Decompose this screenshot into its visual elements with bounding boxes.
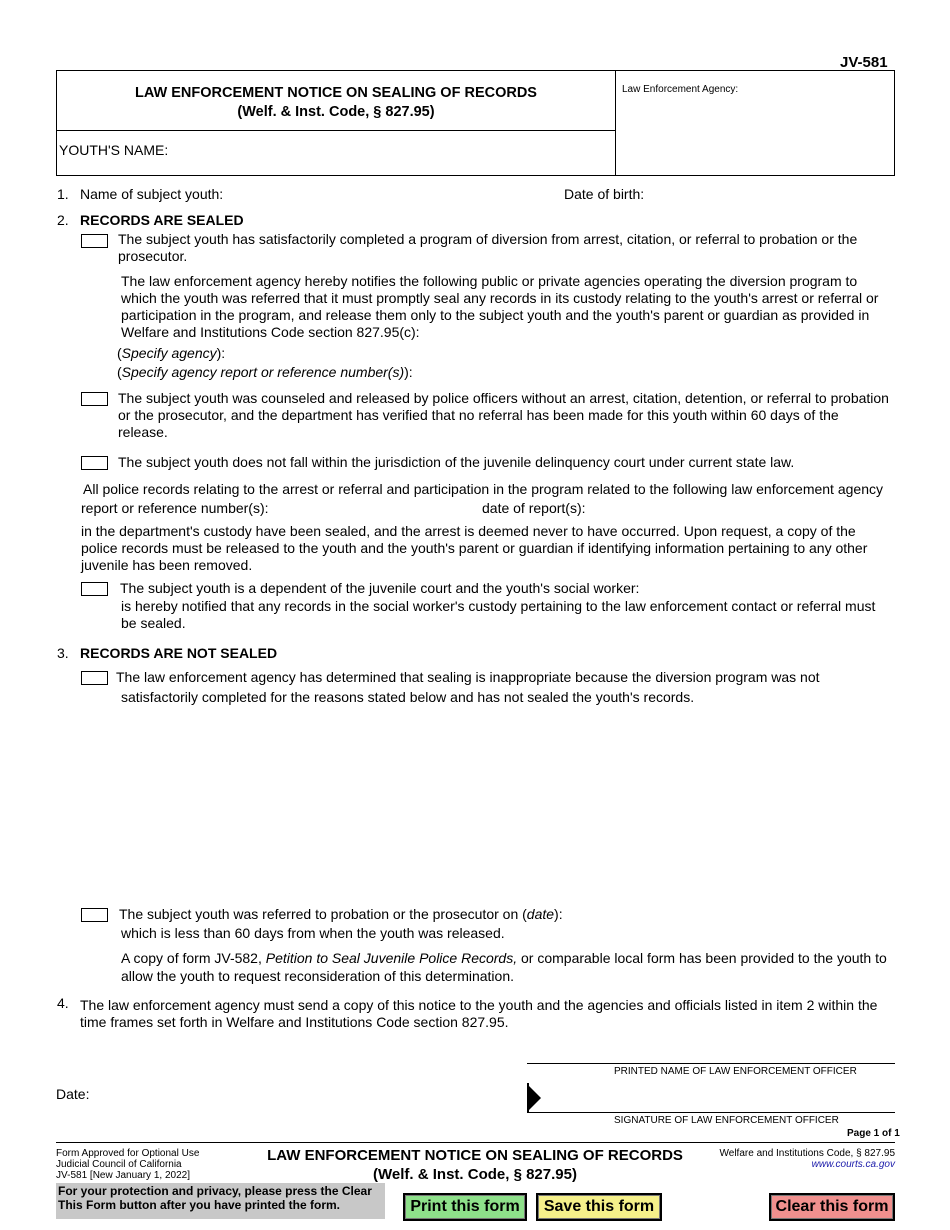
jv582-copy-text: A copy of form JV-582, Petition to Seal Juvenile Police Records, or comparable local form has been provided to the youth to — [121, 950, 887, 966]
signature-line — [527, 1112, 895, 1113]
form-approval-info: Form Approved for Optional Use Judicial Council of California JV-581 [New January 1, 2022] — [56, 1148, 200, 1181]
less-than-60-days-text: which is less than 60 days from when the youth was released. — [121, 925, 505, 941]
youth-name-label: YOUTH'S NAME: — [59, 142, 169, 158]
dependent-youth-checkbox[interactable] — [81, 582, 108, 596]
date-of-report-label: date of report(s): — [482, 500, 586, 516]
agency-notice-paragraph: The law enforcement agency hereby notifies the following public or private agencies operating the diversion program to which the youth was referred that it must promptly seal any records in its custody relating to the youth's arrest or referral or participation in the program, and release them only to the subject youth and the youth's parent or guardian as provided in Welfare and Institutions Code section 827.95(c): — [121, 273, 879, 340]
no-jurisdiction-text: The subject youth does not fall within the jurisdiction of the juvenile delinquency court under current state law. — [118, 454, 795, 470]
header-box — [56, 70, 895, 176]
date-label: Date: — [56, 1086, 90, 1102]
report-number-label: report or reference number(s): — [81, 500, 269, 516]
send-copy-paragraph: The law enforcement agency must send a copy of this notice to the youth and the agencies and officials listed in item 2 within the time frames set forth in Welfare and Institutions Code section 827.95. — [80, 997, 878, 1030]
police-records-text: All police records relating to the arrest or referral and participation in the program related to the following law enforcement agency — [83, 481, 883, 497]
sealing-inappropriate-checkbox[interactable] — [81, 671, 108, 685]
diversion-completed-text: The subject youth has satisfactorily completed a program of diversion from arrest, citation, or referral to probation or the prosecutor. — [118, 231, 858, 264]
custody-sealed-paragraph: in the department's custody have been sealed, and the arrest is deemed never to have occurred. Upon request, a copy of the police records must be released to the youth and the youth's parent or guardian if identifying information pertaining to any other juvenile has been removed. — [81, 523, 868, 573]
subject-youth-name-label: Name of subject youth: — [80, 186, 224, 202]
form-title — [57, 84, 615, 122]
signature-caption: SIGNATURE OF LAW ENFORCEMENT OFFICER — [614, 1115, 839, 1126]
agency-label: Law Enforcement Agency: — [622, 84, 739, 95]
date-of-birth-label: Date of birth: — [564, 186, 645, 202]
specify-agency-label: (Specify agency): — [117, 345, 226, 361]
dependent-youth-text: The subject youth is a dependent of the juvenile court and the youth's social worker: — [120, 580, 640, 596]
header-divider — [57, 130, 615, 131]
reasons-text-area[interactable] — [121, 712, 891, 892]
jv582-copy-text-2: allow the youth to request reconsideration of this determination. — [121, 968, 515, 984]
printed-name-line — [527, 1063, 895, 1064]
header-title-cell — [57, 71, 616, 175]
social-worker-notice: is hereby notified that any records in the social worker's custody pertaining to the law enforcement contact or referral must be sealed. — [121, 598, 876, 631]
no-jurisdiction-checkbox[interactable] — [81, 456, 108, 470]
save-form-button[interactable]: Save this form — [536, 1193, 662, 1221]
print-form-button[interactable]: Print this form — [403, 1193, 527, 1221]
page-number: Page 1 of 1 — [847, 1128, 900, 1139]
form-title-line1: LAW ENFORCEMENT NOTICE ON SEALING OF RECORDS — [135, 85, 537, 101]
referred-probation-checkbox[interactable] — [81, 908, 108, 922]
item4-number: 4. — [57, 995, 69, 1011]
counseled-released-text: The subject youth was counseled and released by police officers without an arrest, citation, detention, or referral to probation or the prosecutor, and the department has verified that no referral has been made for this youth within 60 days of the release. — [118, 390, 889, 440]
form-number: JV-581 — [840, 54, 888, 71]
item2-number: 2. — [57, 212, 69, 228]
item1-number: 1. — [57, 186, 69, 202]
form-title-line2: (Welf. & Inst. Code, § 827.95) — [237, 104, 435, 120]
item3-number: 3. — [57, 645, 69, 661]
clear-form-button[interactable]: Clear this form — [769, 1193, 895, 1221]
counseled-released-checkbox[interactable] — [81, 392, 108, 406]
sealing-inappropriate-text: The law enforcement agency has determined that sealing is inappropriate because the diversion program was not — [116, 669, 820, 685]
records-not-sealed-heading: RECORDS ARE NOT SEALED — [80, 645, 278, 661]
diversion-completed-checkbox[interactable] — [81, 234, 108, 248]
footer-title: LAW ENFORCEMENT NOTICE ON SEALING OF RECORDS (Welf. & Inst. Code, § 827.95) — [267, 1147, 683, 1183]
sealing-inappropriate-text-2: satisfactorily completed for the reasons stated below and has not sealed the youth's records. — [121, 689, 695, 705]
specify-reference-label: (Specify agency report or reference number(s)): — [117, 364, 413, 380]
records-sealed-heading: RECORDS ARE SEALED — [80, 212, 244, 228]
printed-name-caption: PRINTED NAME OF LAW ENFORCEMENT OFFICER — [614, 1066, 857, 1077]
footer-rule — [56, 1142, 895, 1143]
privacy-notice: For your protection and privacy, please press the Clear This Form button after you have printed the form. — [56, 1183, 385, 1219]
courts-website-link[interactable]: www.courts.ca.gov — [811, 1159, 895, 1170]
footer-code-reference: Welfare and Institutions Code, § 827.95 www.courts.ca.gov — [700, 1148, 895, 1170]
referred-probation-text: The subject youth was referred to probation or the prosecutor on (date): — [119, 906, 563, 922]
signature-arrow-icon — [528, 1085, 541, 1111]
